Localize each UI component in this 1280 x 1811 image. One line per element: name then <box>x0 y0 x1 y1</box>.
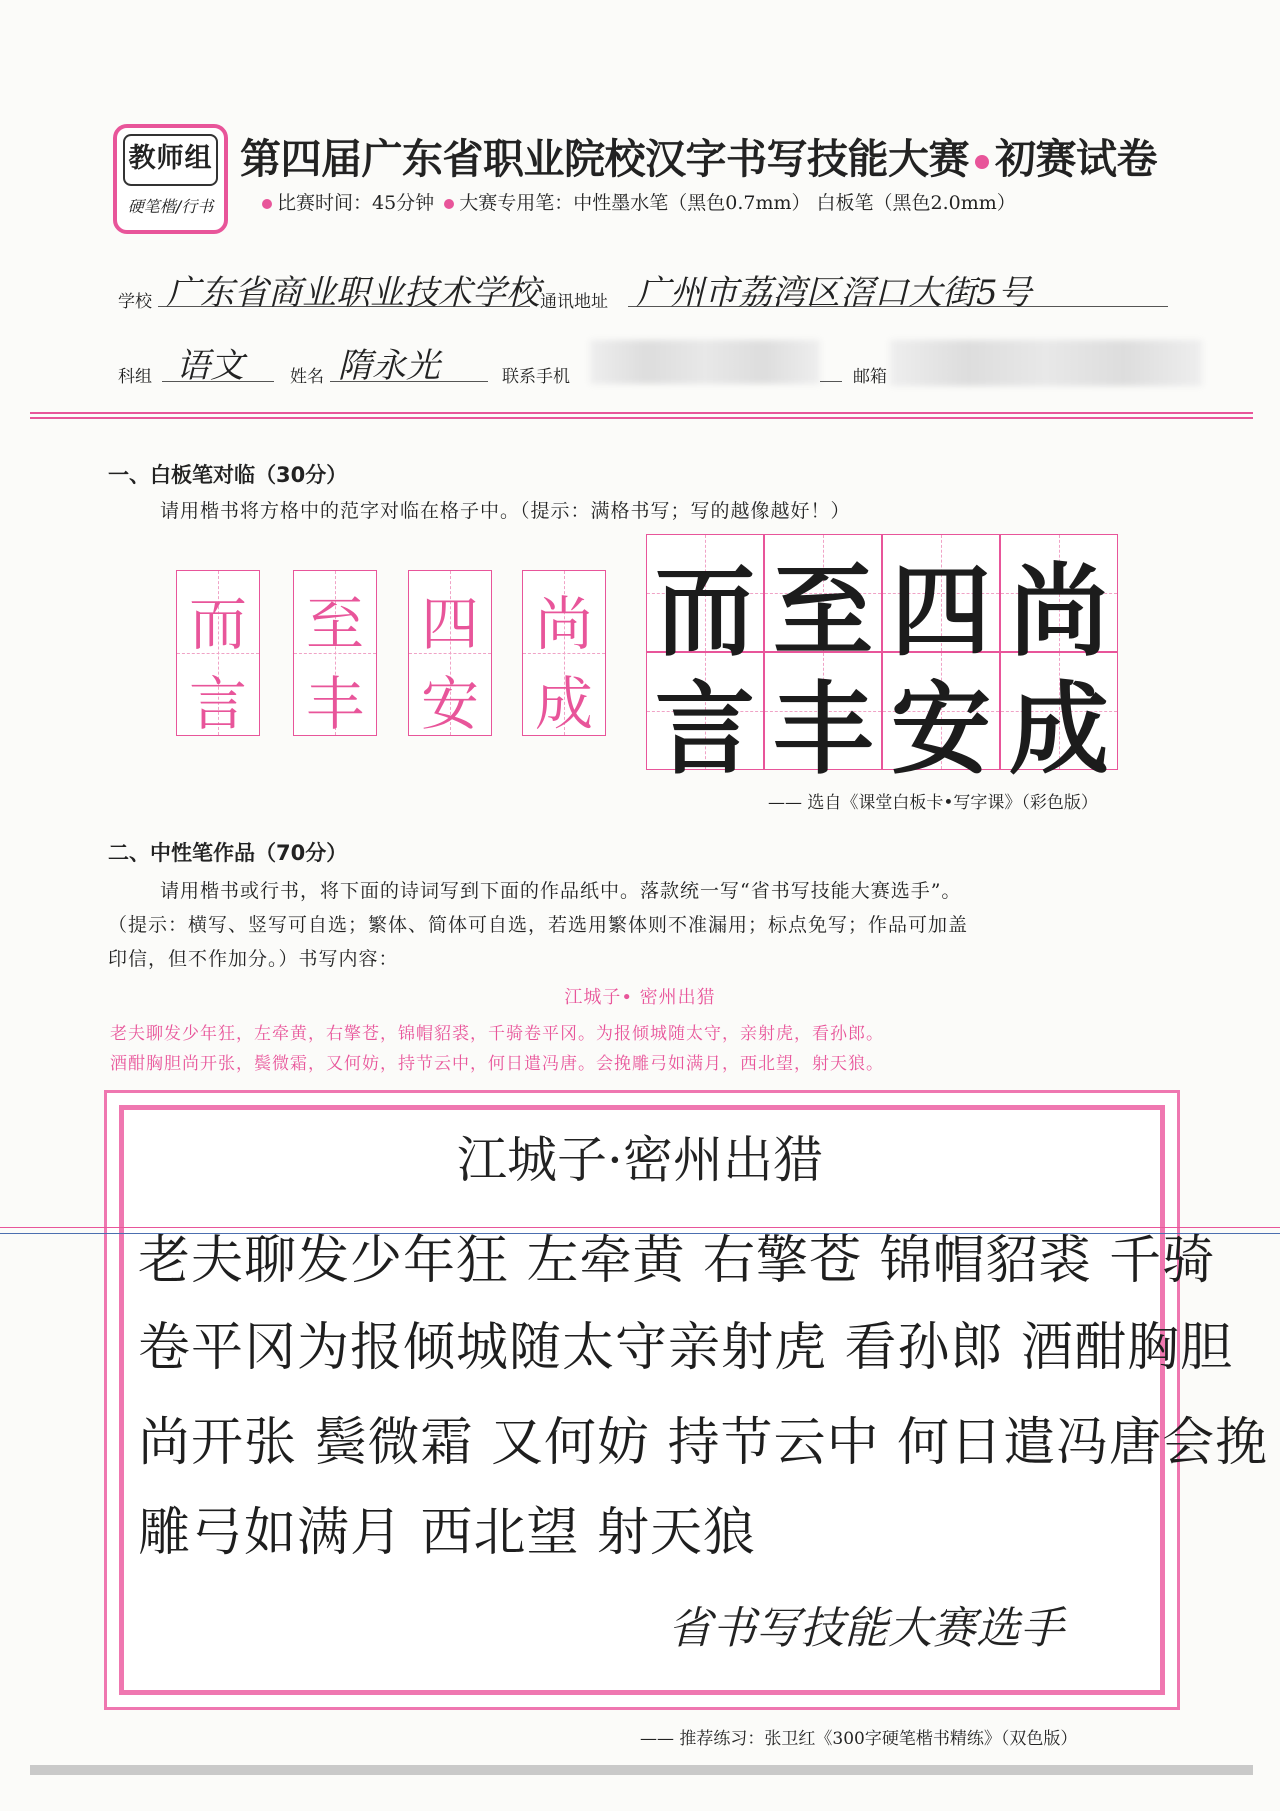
subject-label: 科组 <box>118 367 152 387</box>
model-cell-4 <box>522 570 606 736</box>
work-title: 江城子·密州出猎 <box>457 1131 823 1189</box>
copy-char: 成 <box>1009 670 1109 788</box>
poem-title: 江城子• 密州出猎 <box>564 987 716 1008</box>
copy-cell[interactable] <box>646 652 764 788</box>
copy-char: 丰 <box>773 670 873 788</box>
model-cell-3 <box>408 570 492 736</box>
copy-char: 言 <box>655 670 755 788</box>
address-label: 通讯地址 <box>540 292 608 312</box>
exam-info <box>262 188 1016 215</box>
exam-title <box>240 126 1157 185</box>
section2-instruction-2: （提示：横写、竖写可自选；繁体、简体可自选，若选用繁体则不准漏用；标点免写；作品可加盖 <box>108 914 969 936</box>
phone-label: 联系手机 <box>502 367 570 387</box>
model-char: 言 <box>188 670 247 738</box>
bullet-icon <box>444 199 454 209</box>
name-label: 姓名 <box>290 367 324 387</box>
exam-pen: 大赛专用笔：中性墨水笔（黑色0.7mm） 白板笔（黑色2.0mm） <box>459 192 1016 214</box>
copy-cell[interactable] <box>1000 652 1118 788</box>
work-signature: 省书写技能大赛选手 <box>668 1603 1064 1654</box>
section2-instruction-3: 印信，但不作加分。）书写内容： <box>108 948 399 970</box>
model-char: 丰 <box>305 670 364 738</box>
poem-line-2: 酒酣胸胆尚开张，鬓微霜，又何妨，持节云中，何日遣冯唐。会挽雕弓如满月，西北望，射天狼。 <box>110 1054 884 1074</box>
name-field[interactable]: 隋永光 <box>338 346 440 386</box>
model-char: 安 <box>420 670 479 738</box>
work-line: 尚开张 鬓微霜 又何妨 持节云中 何日遣冯唐会挽 <box>138 1413 1269 1473</box>
copy-cell[interactable] <box>1000 534 1118 670</box>
section1-source: —— 选自《课堂白板卡•写字课》（彩色版） <box>768 793 1098 813</box>
school-field[interactable]: 广东省商业职业技术学校 <box>166 273 540 313</box>
group-badge <box>113 124 228 234</box>
recommend-text: —— 推荐练习：张卫红《300字硬笔楷书精练》（双色版） <box>640 1729 1078 1749</box>
title-main: 第四届广东省职业院校汉字书写技能大赛 <box>240 135 969 183</box>
email-label: 邮箱 <box>853 367 887 387</box>
copy-char: 安 <box>891 670 991 788</box>
school-label: 学校 <box>118 292 152 312</box>
section2-heading: 二、中性笔作品（70分） <box>108 841 348 865</box>
phone-field-redacted[interactable] <box>590 340 820 384</box>
copy-cell[interactable] <box>882 534 1000 670</box>
subject-field[interactable]: 语文 <box>176 346 244 386</box>
exam-time: 比赛时间：45分钟 <box>277 192 435 214</box>
bullet-icon <box>975 155 989 169</box>
model-char: 而 <box>188 590 247 658</box>
model-char: 成 <box>534 670 593 738</box>
copy-cell[interactable] <box>764 652 882 788</box>
header-divider <box>30 412 1253 419</box>
email-field-redacted[interactable] <box>890 340 1202 386</box>
badge-title: 教师组 <box>123 134 218 186</box>
phone-underline <box>820 381 842 382</box>
work-line: 卷平冈为报倾城随太守亲射虎 看孙郎 酒酣胸胆 <box>138 1318 1234 1378</box>
section2-instruction-1: 请用楷书或行书，将下面的诗词写到下面的作品纸中。落款统一写“省书写技能大赛选手”。 <box>160 880 962 902</box>
copy-cell[interactable] <box>882 652 1000 788</box>
copy-char: 四 <box>891 552 991 670</box>
section1-instruction: 请用楷书将方格中的范字对临在格子中。（提示：满格书写；写的越像越好！） <box>160 500 851 522</box>
copy-char: 而 <box>655 552 755 670</box>
poem-line-1: 老夫聊发少年狂，左牵黄，右擎苍，锦帽貂裘，千骑卷平冈。为报倾城随太守，亲射虎，看孙郎。 <box>110 1024 884 1044</box>
footer-bar <box>30 1765 1253 1775</box>
copy-char: 至 <box>773 552 873 670</box>
model-cell-2 <box>293 570 377 736</box>
copy-char: 尚 <box>1009 552 1109 670</box>
model-char: 尚 <box>534 590 593 658</box>
work-line: 雕弓如满月 西北望 射天狼 <box>138 1503 757 1563</box>
model-cell-1 <box>176 570 260 736</box>
model-char: 至 <box>305 590 364 658</box>
copy-cell[interactable] <box>646 534 764 670</box>
address-field[interactable]: 广州市荔湾区滘口大街5号 <box>636 273 1032 313</box>
bullet-icon <box>262 199 272 209</box>
model-char: 四 <box>420 590 479 658</box>
badge-subtitle: 硬笔楷/行书 <box>127 197 214 216</box>
copy-cell[interactable] <box>764 534 882 670</box>
title-sub: 初赛试卷 <box>995 135 1157 183</box>
work-line: 老夫聊发少年狂 左牵黄 右擎苍 锦帽貂裘 千骑 <box>138 1231 1216 1291</box>
section1-heading: 一、白板笔对临（30分） <box>108 463 348 487</box>
